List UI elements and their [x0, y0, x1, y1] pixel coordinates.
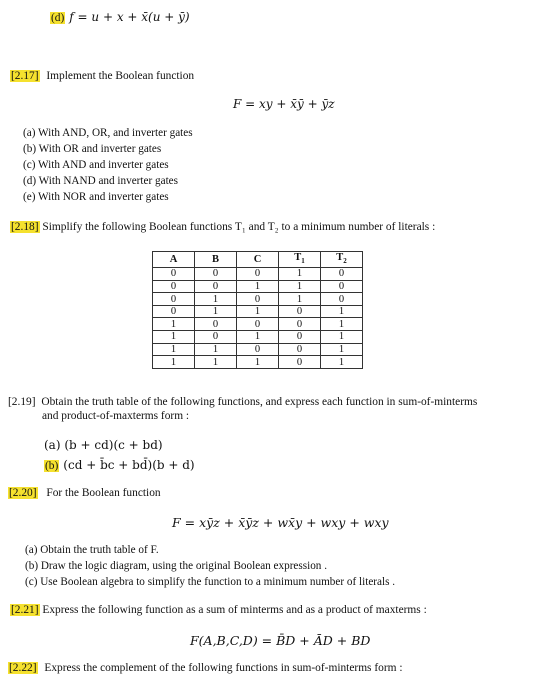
- list-item: (b) Draw the logic diagram, using the original Boolean expression .: [25, 560, 327, 572]
- table-cell: 1: [321, 356, 363, 369]
- problem-2-21-heading: [10, 604, 427, 616]
- table-cell: 0: [237, 318, 279, 331]
- table-cell: 0: [195, 331, 237, 344]
- item-d-row: [50, 8, 190, 26]
- problem-2-22-heading: [8, 662, 403, 674]
- col-header-t1: $T_1$: [279, 252, 321, 268]
- table-cell: 1: [321, 305, 363, 318]
- table-cell: 1: [279, 268, 321, 281]
- table-cell: 1: [195, 343, 237, 356]
- table-cell: 0: [321, 293, 363, 306]
- table-row: [153, 280, 363, 293]
- table-cell: 1: [153, 356, 195, 369]
- table-cell: 0: [153, 305, 195, 318]
- problem-2-20-text: For the Boolean function: [46, 487, 161, 499]
- list-item: (a) With AND, OR, and inverter gates: [23, 127, 193, 139]
- table-cell: 0: [195, 268, 237, 281]
- problem-2-22-text: Express the complement of the following functions in sum-of-minterms form :: [44, 662, 403, 674]
- col-header-b: B: [195, 252, 237, 268]
- table-cell: 1: [195, 305, 237, 318]
- list-item: (e) With NOR and inverter gates: [23, 191, 169, 203]
- problem-2-20-list: [25, 542, 395, 590]
- list-item: (c) Use Boolean algebra to simplify the function to a minimum number of literals .: [25, 576, 396, 588]
- table-cell: 1: [153, 331, 195, 344]
- table-cell: 0: [153, 293, 195, 306]
- list-item: (c) With AND and inverter gates: [23, 159, 169, 171]
- col-header-t2: $T_2$: [321, 252, 363, 268]
- problem-2-19-heading: [8, 396, 477, 408]
- table-cell: 1: [195, 356, 237, 369]
- table-cell: 0: [321, 268, 363, 281]
- table-cell: 0: [237, 268, 279, 281]
- problem-2-19-item-a: (a) (b + cd)(c + bd): [44, 438, 163, 452]
- item-d-label: (d): [51, 12, 65, 24]
- table-cell: 0: [153, 280, 195, 293]
- problem-2-19-line1: Obtain the truth table of the following functions, and express each function in sum-of-minterms: [41, 396, 478, 408]
- table-cell: 1: [153, 318, 195, 331]
- table-row: [153, 343, 363, 356]
- table-cell: 1: [279, 293, 321, 306]
- table-cell: 0: [279, 331, 321, 344]
- item-b-label: (b): [45, 460, 59, 472]
- table-cell: 1: [237, 356, 279, 369]
- table-cell: 0: [237, 343, 279, 356]
- table-cell: 1: [279, 280, 321, 293]
- table-row: [153, 331, 363, 344]
- problem-2-18-text: Simplify the following Boolean functions T₁ and T₂ to a minimum number of literals :: [42, 221, 436, 233]
- table-cell: 0: [279, 356, 321, 369]
- table-cell: 1: [237, 280, 279, 293]
- problem-2-20-equation: F = xȳz + x̄ȳz + wx̄y + wxy + wxy: [172, 515, 389, 530]
- truth-table: [152, 251, 363, 369]
- problem-2-21-text: Express the following function as a sum of minterms and as a product of maxterms :: [42, 604, 427, 616]
- problem-2-17-text: Implement the Boolean function: [46, 70, 195, 82]
- col-header-c: C: [237, 252, 279, 268]
- list-item: (a) Obtain the truth table of F.: [25, 544, 159, 556]
- problem-2-20-heading: [8, 487, 161, 499]
- table-cell: 0: [195, 280, 237, 293]
- problem-number-2-20: [2.20]: [9, 487, 37, 499]
- table-cell: 1: [321, 318, 363, 331]
- table-cell: 0: [153, 268, 195, 281]
- problem-number-2-19: [2.19]: [8, 396, 36, 408]
- table-row: [153, 268, 363, 281]
- table-row: [153, 356, 363, 369]
- problem-2-19-line2: and product-of-maxterms form :: [42, 410, 190, 422]
- problem-number-2-22: [2.22]: [9, 662, 37, 674]
- table-cell: 0: [237, 293, 279, 306]
- problem-2-17-equation: F = xy + x̄ȳ + ȳz: [233, 97, 335, 111]
- item-d-expr: f = u + x + x̄(u + ȳ): [69, 10, 190, 24]
- problem-2-19-item-b: [44, 456, 195, 474]
- table-cell: 1: [321, 343, 363, 356]
- col-header-a: A: [153, 252, 195, 268]
- table-cell: 1: [153, 343, 195, 356]
- problem-number-2-21: [2.21]: [11, 604, 39, 616]
- table-cell: 0: [279, 318, 321, 331]
- table-row: [153, 305, 363, 318]
- problem-2-17-heading: [10, 70, 194, 82]
- problem-number-2-18: [2.18]: [11, 221, 39, 233]
- problem-2-21-equation: F(A,B,C,D) = B̄D + ĀD + BD: [190, 633, 371, 648]
- table-cell: 0: [279, 343, 321, 356]
- table-cell: 1: [195, 293, 237, 306]
- problem-2-17-list: [23, 125, 193, 205]
- table-row: [153, 293, 363, 306]
- list-item: (d) With NAND and inverter gates: [23, 175, 178, 187]
- table-cell: 1: [237, 331, 279, 344]
- table-cell: 0: [321, 280, 363, 293]
- table-header-row: [153, 252, 363, 268]
- problem-2-18-heading: [10, 221, 435, 233]
- table-cell: 0: [195, 318, 237, 331]
- table-row: [153, 318, 363, 331]
- table-cell: 1: [237, 305, 279, 318]
- table-cell: 0: [279, 305, 321, 318]
- list-item: (b) With OR and inverter gates: [23, 143, 162, 155]
- item-b-expr: (cd + b̄c + bd̄)(b + d): [63, 458, 195, 472]
- table-cell: 1: [321, 331, 363, 344]
- problem-number-2-17: [2.17]: [11, 70, 39, 82]
